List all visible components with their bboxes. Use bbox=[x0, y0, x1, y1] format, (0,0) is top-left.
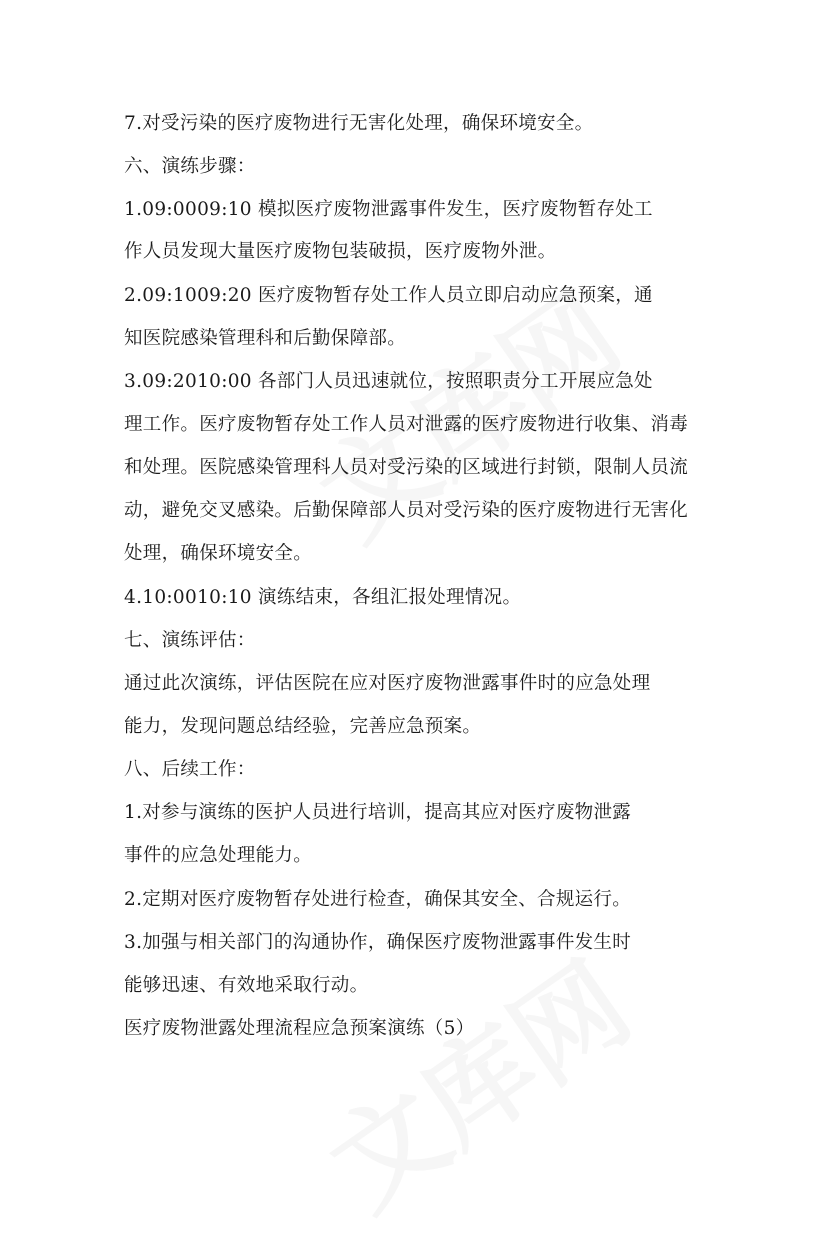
section-heading-followup: 八、后续工作： bbox=[124, 759, 256, 780]
section-heading-evaluation: 七、演练评估： bbox=[124, 630, 256, 651]
evaluation-line-1: 通过此次演练，评估医院在应对医疗废物泄露事件时的应急处理 bbox=[124, 673, 651, 694]
document-title-next: 医疗废物泄露处理流程应急预案演练（5） bbox=[124, 1018, 475, 1039]
followup-1-line-1: 1.对参与演练的医护人员进行培训，提高其应对医疗废物泄露 bbox=[124, 802, 632, 823]
step-1-line-2: 作人员发现大量医疗废物包装破损，医疗废物外泄。 bbox=[124, 241, 557, 262]
step-4-line: 4.10:0010:10 演练结束，各组汇报处理情况。 bbox=[124, 587, 522, 608]
step-1-line-1: 1.09:0009:10 模拟医疗废物泄露事件发生，医疗废物暂存处工 bbox=[124, 199, 653, 220]
section-heading-steps: 六、演练步骤： bbox=[124, 156, 256, 177]
step-3-line-5: 处理，确保环境安全。 bbox=[124, 543, 313, 564]
followup-3-line-1: 3.加强与相关部门的沟通协作，确保医疗废物泄露事件发生时 bbox=[124, 932, 632, 953]
evaluation-line-2: 能力，发现问题总结经验，完善应急预案。 bbox=[124, 716, 482, 737]
followup-3-line-2: 能够迅速、有效地采取行动。 bbox=[124, 975, 369, 996]
step-2-line-1: 2.09:1009:20 医疗废物暂存处工作人员立即启动应急预案，通 bbox=[124, 285, 653, 306]
step-3-line-1: 3.09:2010:00 各部门人员迅速就位，按照职责分工开展应急处 bbox=[124, 371, 653, 392]
followup-1-line-2: 事件的应急处理能力。 bbox=[124, 845, 313, 866]
step-2-line-2: 知医院感染管理科和后勤保障部。 bbox=[124, 328, 407, 349]
watermark-bottom bbox=[295, 920, 656, 1238]
step-3-line-2: 理工作。医疗废物暂存处工作人员对泄露的医疗废物进行收集、消毒 bbox=[124, 414, 689, 435]
step-3-line-4: 动，避免交叉感染。后勤保障部人员对受污染的医疗废物进行无害化 bbox=[124, 500, 689, 521]
followup-2-line: 2.定期对医疗废物暂存处进行检查，确保其安全、合规运行。 bbox=[124, 889, 632, 910]
step-3-line-3: 和处理。医院感染管理科人员对受污染的区域进行封锁，限制人员流 bbox=[124, 457, 689, 478]
item-7-line: 7.对受污染的医疗废物进行无害化处理，确保环境安全。 bbox=[124, 113, 594, 134]
